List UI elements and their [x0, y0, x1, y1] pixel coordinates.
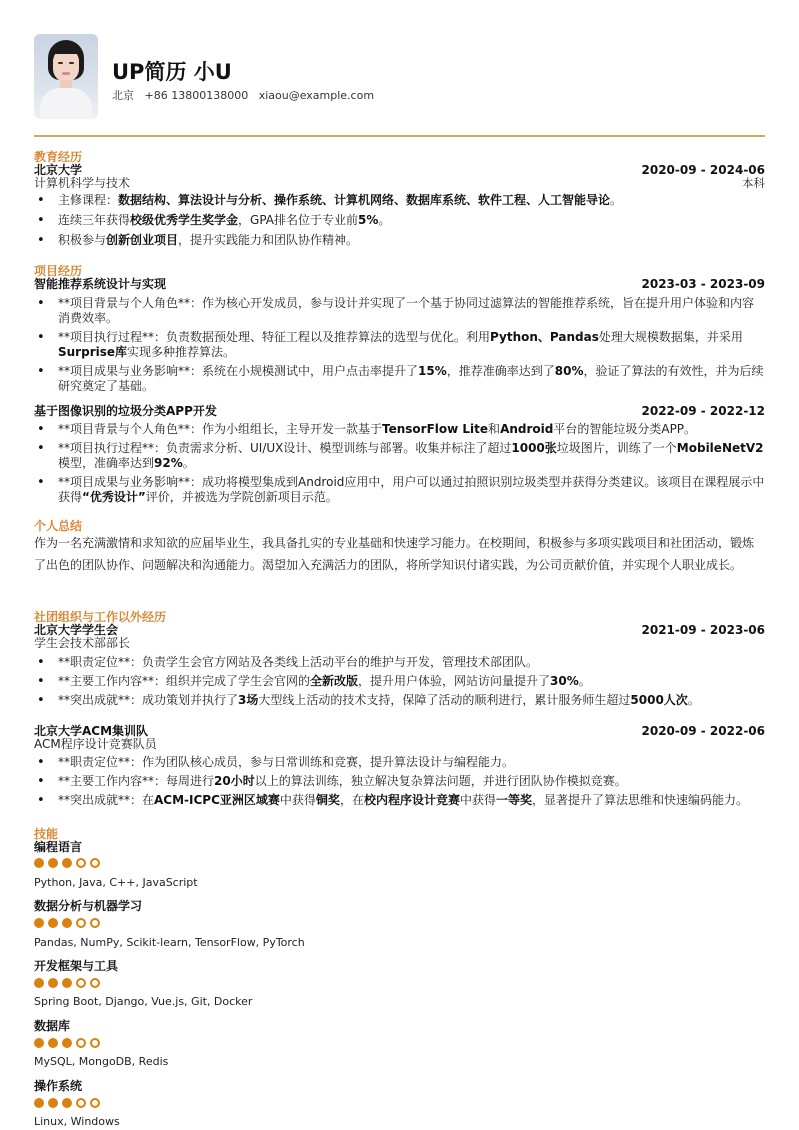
- rating-dot-filled: [34, 1038, 44, 1048]
- avatar: [34, 34, 98, 119]
- education-major: 计算机科学与技术: [34, 176, 131, 190]
- list-item: • **项目背景与个人角色**：作为核心开发成员，参与设计并实现了一个基于协同过滤算法的智能推荐系统，旨在提升用户体验和内容消费效率。: [34, 296, 765, 326]
- section-title-activities: 社团组织与工作以外经历: [34, 610, 167, 624]
- rating-dot-empty: [76, 918, 86, 928]
- contact-city: 北京: [112, 89, 134, 102]
- rating-dot-filled: [48, 1038, 58, 1048]
- rating-dot-filled: [62, 1098, 72, 1108]
- rating-dot-filled: [34, 858, 44, 868]
- activity-role: 学生会技术部部长: [34, 636, 131, 650]
- activity-org: 北京大学ACM集训队: [34, 724, 149, 738]
- rating-dot-empty: [90, 918, 100, 928]
- activity-date: 2020-09 - 2022-06: [641, 724, 765, 738]
- rating-dot-filled: [48, 978, 58, 988]
- skill-name: 操作系统: [34, 1079, 83, 1093]
- section-title-education: 教育经历: [34, 150, 83, 164]
- rating-dot-empty: [90, 1098, 100, 1108]
- skill-name: 编程语言: [34, 840, 83, 854]
- skill-list: Python, Java, C++, JavaScript: [34, 876, 198, 889]
- education-date: 2020-09 - 2024-06: [641, 163, 765, 177]
- rating-dot-empty: [90, 1038, 100, 1048]
- skill-list: MySQL, MongoDB, Redis: [34, 1055, 169, 1068]
- summary-text: 作为一名充满激情和求知欲的应届毕业生，我具备扎实的专业基础和快速学习能力。在校期间，积极参与多项实践项目和社团活动，锻炼了出色的团队协作、问题解决和沟通能力。渴望加入充满活力的团队，将所学知识付诸实践，为公司贡献价值，并实现个人职业成长。: [34, 536, 755, 572]
- list-item: • **主要工作内容**：每周进行20小时以上的算法训练，独立解决复杂算法问题，并进行团队协作模拟竞赛。: [34, 774, 765, 789]
- list-item: • **主要工作内容**：组织并完成了学生会官网的全新改版，提升用户体验，网站访问量提升了30%。: [34, 674, 765, 689]
- list-item: • **职责定位**：作为团队核心成员，参与日常训练和竞赛，提升算法设计与编程能力。: [34, 755, 765, 770]
- candidate-name: UP简历 小U: [112, 60, 232, 84]
- list-item: • 主修课程：数据结构、算法设计与分析、操作系统、计算机网络、数据库系统、软件工程、人工智能导论。: [34, 193, 765, 208]
- activity-bullets: [34, 655, 765, 708]
- list-item: • **项目背景与个人角色**：作为小组组长，主导开发一款基于TensorFlow Lite和Android平台的智能垃圾分类APP。: [34, 422, 765, 437]
- skill-list: Linux, Windows: [34, 1115, 120, 1128]
- list-item: • **项目执行过程**：负责需求分析、UI/UX设计、模型训练与部署。收集并标注了超过1000张垃圾图片，训练了一个MobileNetV2模型，准确率达到92%。: [34, 441, 765, 471]
- skill-name: 开发框架与工具: [34, 959, 119, 973]
- list-item: • **职责定位**：负责学生会官方网站及各类线上活动平台的维护与开发，管理技术部团队。: [34, 655, 765, 670]
- list-item: • **突出成就**：在ACM-ICPC亚洲区域赛中获得铜奖，在校内程序设计竞赛中获得一等奖，显著提升了算法思维和快速编码能力。: [34, 793, 765, 808]
- section-title-projects: 项目经历: [34, 264, 83, 278]
- skill-list: Spring Boot, Django, Vue.js, Git, Docker: [34, 995, 253, 1008]
- rating-dot-filled: [62, 858, 72, 868]
- project-name: 智能推荐系统设计与实现: [34, 277, 167, 291]
- list-item: • **突出成就**：成功策划并执行了3场大型线上活动的技术支持，保障了活动的顺利进行，累计服务师生超过5000人次。: [34, 693, 765, 708]
- activity-bullets: [34, 755, 765, 808]
- skill-name: 数据分析与机器学习: [34, 899, 143, 913]
- rating-dot-filled: [34, 978, 44, 988]
- project-bullets: [34, 422, 765, 505]
- activity-org: 北京大学学生会: [34, 623, 119, 637]
- header-divider: [34, 135, 765, 137]
- section-title-summary: 个人总结: [34, 519, 83, 533]
- rating-dot-filled: [62, 918, 72, 928]
- project-bullets: [34, 296, 765, 394]
- list-item: • 积极参与创新创业项目，提升实践能力和团队协作精神。: [34, 233, 765, 248]
- skill-list: Pandas, NumPy, Scikit-learn, TensorFlow, PyTorch: [34, 936, 305, 949]
- list-item: • **项目成果与业务影响**：成功将模型集成到Android应用中，用户可以通过拍照识别垃圾类型并获得分类建议。该项目在课程展示中获得“优秀设计”评价，并被选为学院创新项目示范。: [34, 475, 765, 505]
- contact-email[interactable]: xiaou@example.com: [258, 89, 375, 102]
- contact-info: [112, 87, 381, 103]
- rating-dot-filled: [34, 918, 44, 928]
- rating-dot-filled: [48, 858, 58, 868]
- rating-dot-empty: [76, 1098, 86, 1108]
- education-bullets: [34, 193, 765, 248]
- education-degree: 本科: [742, 176, 765, 190]
- list-item: • **项目执行过程**：负责数据预处理、特征工程以及推荐算法的选型与优化。利用Python、Pandas处理大规模数据集，并采用Surprise库实现多种推荐算法。: [34, 330, 765, 360]
- skill-rating: [34, 918, 100, 928]
- resume-header: [34, 34, 765, 120]
- rating-dot-empty: [76, 1038, 86, 1048]
- rating-dot-filled: [48, 1098, 58, 1108]
- project-date: 2022-09 - 2022-12: [641, 404, 765, 418]
- skill-rating: [34, 1038, 100, 1048]
- project-date: 2023-03 - 2023-09: [641, 277, 765, 291]
- section-title-skills: 技能: [34, 827, 59, 841]
- list-item: • **项目成果与业务影响**：系统在小规模测试中，用户点击率提升了15%，推荐准确率达到了80%，验证了算法的有效性，并为后续研究奠定了基础。: [34, 364, 765, 394]
- rating-dot-filled: [62, 1038, 72, 1048]
- skill-rating: [34, 858, 100, 868]
- rating-dot-empty: [76, 858, 86, 868]
- rating-dot-empty: [90, 858, 100, 868]
- rating-dot-empty: [76, 978, 86, 988]
- education-school: 北京大学: [34, 163, 83, 177]
- skill-rating: [34, 1098, 100, 1108]
- skill-rating: [34, 978, 100, 988]
- list-item: • 连续三年获得校级优秀学生奖学金，GPA排名位于专业前5%。: [34, 213, 765, 228]
- rating-dot-empty: [90, 978, 100, 988]
- project-name: 基于图像识别的垃圾分类APP开发: [34, 404, 217, 418]
- activity-date: 2021-09 - 2023-06: [641, 623, 765, 637]
- rating-dot-filled: [34, 1098, 44, 1108]
- contact-phone: +86 13800138000: [144, 89, 249, 102]
- rating-dot-filled: [48, 918, 58, 928]
- rating-dot-filled: [62, 978, 72, 988]
- skill-name: 数据库: [34, 1019, 71, 1033]
- activity-role: ACM程序设计竞赛队员: [34, 737, 157, 751]
